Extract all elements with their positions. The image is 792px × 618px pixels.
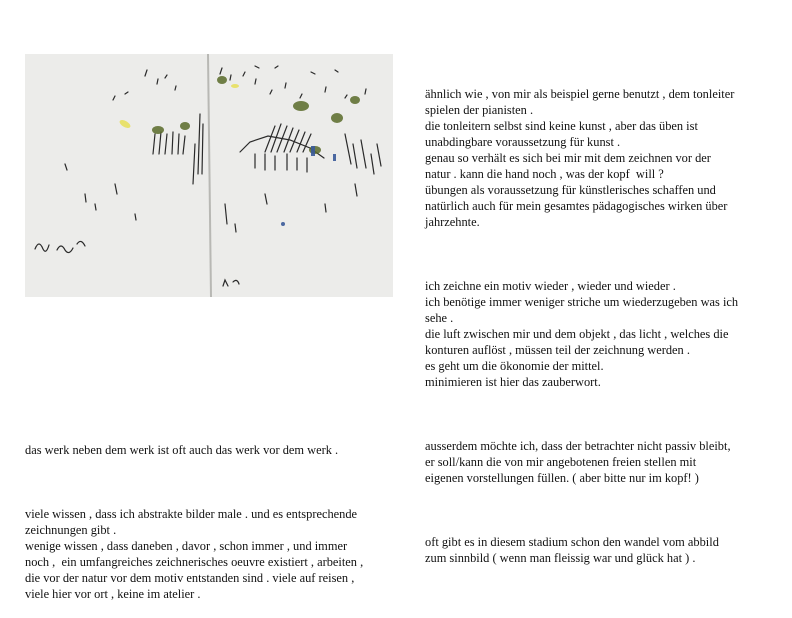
- right-paragraph-2: ich zeichne ein motiv wieder , wieder und wieder . ich benötige immer weniger striche um wiederzugeben was ich sehe . die luft zwischen mir und dem objekt , das licht , welches die konturen auflöst , müssen teil der zeichnung werden . es geht um die ökonomie der mittel. minimieren ist hier das zauberwort.: [425, 279, 739, 389]
- left-paragraph-2: viele wissen , dass ich abstrakte bilder male . und es entsprechende zeichnungen gibt . wenige wissen , dass daneben , davor , schon immer , und immer noch , ein umfangreiches zeichnerisches oeuvre existiert , arbeiten , die vor der natur vor dem motiv entstanden sind . viele auf reisen , viele hier vor ort , keine im atelier .: [25, 507, 364, 601]
- left-text-column: [25, 410, 405, 618]
- right-paragraph-3: ausserdem möchte ich, dass der betrachter nicht passiv bleibt, er soll/kann die von mir angebotenen freien stellen mit eigenen vorstellungen füllen. ( aber bitte nur im kopf! ): [425, 439, 731, 485]
- sketch-image: [25, 54, 393, 297]
- right-paragraph-4: oft gibt es in diesem stadium schon den wandel vom abbild zum sinnbild ( wenn man fleissig war und glück hat ) .: [425, 535, 719, 565]
- right-text-column: [425, 54, 775, 582]
- right-paragraph-1: ähnlich wie , von mir als beispiel gerne benutzt , dem tonleiter spielen der pianisten . die tonleitern selbst sind keine kunst , aber das üben ist unabdingbare voraussetzung für kunst . genau so verhält es sich bei mir mit dem zeichnen vor der natur . kann die hand noch , was der kopf will ? übungen als voraussetzung für künstlerisches schaffen und natürlich auch für mein gesamtes pädagogisches wirken über jahrzehnte.: [425, 87, 735, 229]
- left-paragraph-1: das werk neben dem werk ist oft auch das werk vor dem werk .: [25, 443, 339, 457]
- sketch-drawing: [25, 54, 393, 297]
